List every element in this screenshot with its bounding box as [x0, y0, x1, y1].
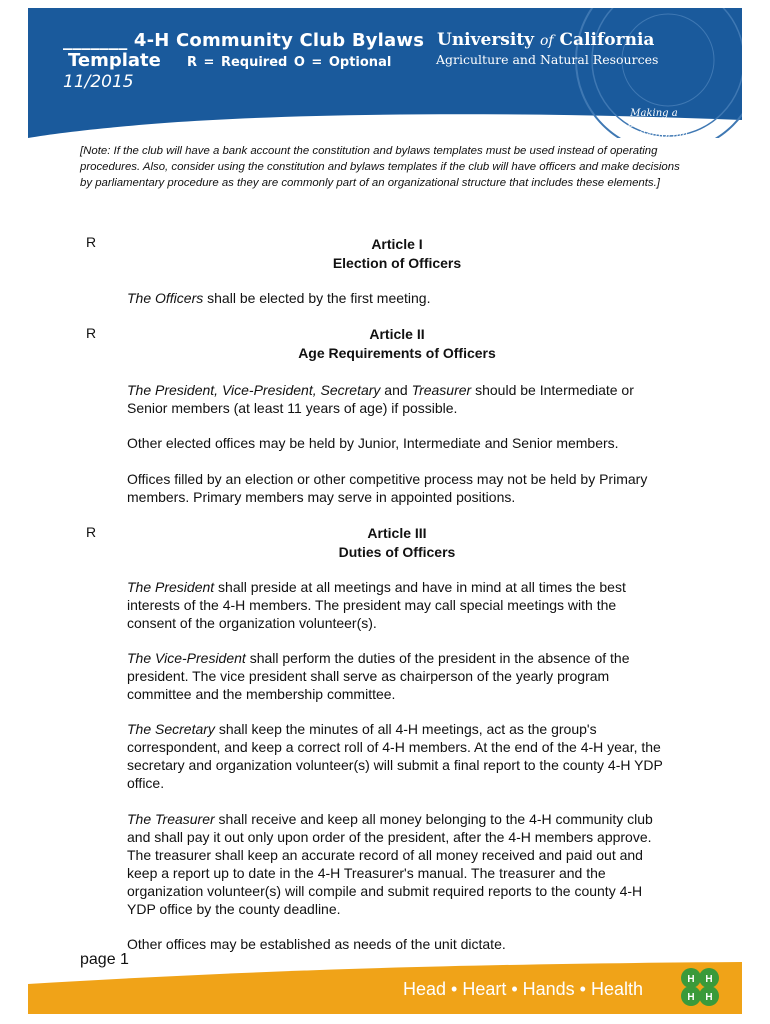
required-marker: R	[86, 524, 97, 540]
article-number: Article I	[371, 236, 423, 252]
page-number: page 1	[80, 951, 129, 968]
officer-term: The President	[127, 579, 215, 595]
paragraph-text: shall keep the minutes of all 4-H meetings, act as the group's correspondent, and keep a correct roll of 4-H members. At the end of the 4-H year, the secretary and organization volunteer(s) will submit a final report to the county 4-H YDP office.	[127, 721, 663, 791]
org-name-part1: University	[437, 30, 535, 50]
org-name-of: of	[539, 33, 554, 49]
svg-text:H: H	[687, 974, 695, 985]
tagline-line1: Making a Difference	[627, 108, 681, 130]
org-name-part2: California	[559, 30, 655, 50]
svg-text:H: H	[687, 992, 695, 1003]
intro-note: [Note: If the club will have a bank account the constitution and bylaws templates must be used instead of operating procedures. Also, consider using the constitution and bylaws templates if the club will have officers and make decisions by parliamentary procedure as they are commonly part of an organizational structure that includes these elements.]	[80, 145, 680, 189]
svg-text:H: H	[705, 992, 713, 1003]
paragraph-text: shall receive and keep all money belonging to the 4-H community club and shall pay it out only upon order of the president, after the 4-H members approve. The treasurer shall keep an accurate record of all money received and paid out and keep a report up to date in the 4-H Treasurer's manual. The treasurer and the organization volunteer(s) will compile and submit required reports to the county 4-H YDP office by the county deadline.	[127, 811, 653, 917]
article-title: Election of Officers	[332, 255, 462, 271]
paragraph-text: shall perform the duties of the president in the absence of the president. The vice president shall serve as chairperson of the yearly program committee and the membership committee.	[127, 650, 630, 702]
officer-term: The Officers	[127, 290, 204, 306]
article-paragraph: Other offices may be established as needs of the unit dictate.	[127, 936, 506, 952]
article-title: Duties of Officers	[338, 544, 456, 560]
required-optional-legend: R = Required O = Optional	[187, 55, 392, 70]
article-paragraph	[127, 578, 667, 632]
template-label: Template	[68, 50, 161, 71]
footer-motto: Head • Heart • Hands • Health	[403, 979, 644, 999]
paragraph-text: shall be elected by the first meeting.	[203, 290, 431, 306]
article-paragraph	[127, 720, 667, 792]
article-number: Article II	[369, 326, 425, 342]
svg-text:H: H	[705, 974, 713, 985]
article-paragraph: Offices filled by an election or other competitive process may not be held by Primary members. Primary members may serve in appointed positions.	[127, 471, 648, 505]
officer-term: The President, Vice-President, Secretary	[127, 382, 381, 398]
paragraph-text: should be Intermediate or Senior members (at least 11 years of age) if possible.	[127, 382, 634, 416]
article-paragraph	[127, 810, 667, 918]
article-paragraph	[127, 381, 667, 417]
article-paragraph	[127, 289, 667, 307]
officer-term: The Vice-President	[127, 650, 246, 666]
article-paragraph: Other elected offices may be held by Junior, Intermediate and Senior members.	[127, 435, 619, 451]
officer-term: The Secretary	[127, 721, 215, 737]
paragraph-text: and	[380, 382, 412, 398]
article-title: Age Requirements of Officers	[298, 345, 496, 361]
org-tagline	[604, 108, 704, 141]
org-logo-name	[437, 30, 654, 50]
revision-date: 11/2015	[63, 72, 134, 92]
officer-term: The Treasurer	[127, 811, 215, 827]
article-number: Article III	[367, 525, 427, 541]
article-heading	[127, 325, 667, 363]
required-marker: R	[86, 325, 97, 341]
article-paragraph	[127, 649, 667, 703]
officer-term: Treasurer	[411, 382, 472, 398]
article-heading	[127, 235, 667, 273]
paragraph-text: shall preside at all meetings and have in mind at all times the best interests of the 4-H members. The president may call special meetings with the consent of the organization volunteer(s).	[127, 579, 626, 631]
org-division: Agriculture and Natural Resources	[436, 52, 659, 67]
required-marker: R	[86, 234, 97, 250]
article-heading	[127, 524, 667, 562]
document-title: _______ 4-H Community Club Bylaws	[63, 30, 425, 51]
tagline-line2: for California	[620, 130, 688, 141]
